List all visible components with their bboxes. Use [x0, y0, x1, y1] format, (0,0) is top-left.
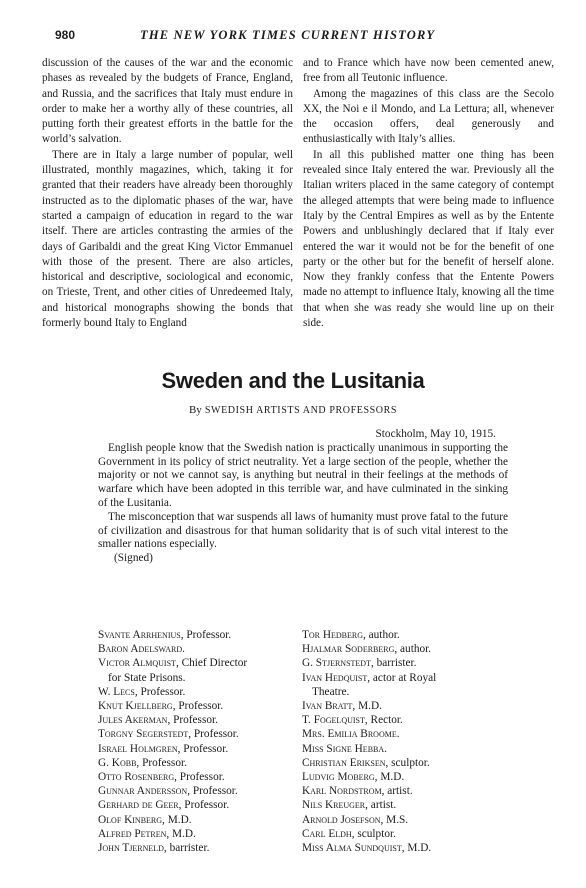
signatory-entry	[302, 841, 512, 855]
signatory-entry	[98, 742, 298, 756]
signatory-entry	[302, 642, 512, 656]
signatory-entry	[98, 656, 298, 670]
signatory-name: Carl Eldh	[302, 827, 352, 840]
signatory-name: Jules Akerman	[98, 714, 168, 727]
signatory-name: Gunnar Andersson	[98, 785, 188, 798]
signatory-name: T. Fogelquist	[302, 714, 365, 727]
signatory-entry	[98, 798, 298, 812]
signatory-entry	[302, 784, 512, 798]
signatory-name: Arnold Josefson	[302, 813, 381, 826]
signatory-name: Nils Kreuger	[302, 799, 366, 812]
signatory-name: Baron Adelsward	[98, 643, 183, 656]
signatory-title: , Professor.	[180, 629, 232, 641]
signatory-name: Mrs. Emilia Broome	[302, 728, 397, 741]
signatory-entry	[98, 756, 298, 770]
signatory-title: , sculptor.	[351, 827, 396, 840]
signatory-title: , artist.	[381, 785, 413, 798]
signatory-name: Alfred Petren	[98, 827, 167, 840]
signatory-name: Ludvig Moberg	[302, 771, 375, 784]
journal-title: THE NEW YORK TIMES CURRENT HISTORY	[140, 28, 436, 42]
paragraph: In all this published matter one thing has been revealed since Italy entered the war. Previously all the Italian writers placed in the same category of contempt the alleged attempts that were being made to influence Italy by the Central Empires as well as by the Entente Powers and unblushingly declared that if Italy ever entered the war it would not be for the benefit of one party or the other but for the benefit of herself alone. Now they frankly confess that the Entente Powers made no attempt to influence Italy, knowing all the time that when she was ready she would line up on their side.	[303, 148, 554, 330]
signatory-name: Miss Alma Sundquist	[302, 842, 402, 855]
signatory-name: Victor Almquist	[98, 657, 176, 670]
signatory-title: , Professor.	[177, 742, 229, 755]
signatory-entry	[302, 770, 512, 784]
signatory-name: G. Kobb	[98, 756, 137, 769]
signatory-entry	[302, 827, 512, 841]
signatory-title: , Professor.	[174, 771, 225, 784]
signatory-title: , M.D.	[162, 813, 192, 826]
signatory-title: .	[182, 643, 185, 656]
signatory-name: John Tjerneld	[98, 842, 164, 855]
signatory-continuation: for State Prisons.	[108, 671, 186, 684]
dateline: Stockholm, May 10, 1915.	[375, 428, 496, 440]
signatory-entry	[302, 671, 512, 685]
letter-body	[98, 428, 508, 566]
paragraph: Among the magazines of this class are the Secolo XX, the Noi e il Mondo, and La Lettura; all, whenever the occasion offers, deal generously and enthusiastically with Italy’s allies.	[303, 87, 554, 146]
signatory-name: Karl Nordstrom	[302, 785, 382, 798]
signatory-name: Christian Eriksen	[302, 756, 386, 769]
right-column	[303, 56, 554, 331]
signatory-title: , M.D.	[166, 827, 196, 840]
signatory-name: Otto Rosenberg	[98, 771, 175, 784]
signatory-title: , barrister.	[370, 657, 417, 670]
left-column	[42, 56, 293, 331]
signatory-entry	[302, 656, 512, 670]
signatory-title: , M.D.	[374, 771, 405, 784]
byline-authors: SWEDISH ARTISTS AND PROFESSORS	[204, 405, 398, 416]
signatory-entry	[98, 813, 298, 827]
signatory-title: , actor at Royal	[367, 671, 437, 684]
signatory-title: , sculptor.	[385, 756, 430, 769]
signatory-entry	[98, 628, 298, 642]
signatory-entry	[302, 727, 512, 741]
signatory-title: , Professor.	[178, 799, 230, 812]
signatory-name: Ivan Hedquist	[302, 671, 368, 684]
signatory-title: , Professor.	[188, 728, 239, 741]
signatory-title: , Professor.	[172, 700, 224, 713]
signatory-name: Hjalmar Soderberg	[302, 643, 395, 656]
signatory-title: , artist.	[365, 799, 397, 812]
signatory-title: , M.D.	[401, 842, 432, 855]
signatory-title: .	[384, 742, 387, 755]
signatory-title: , M.S.	[380, 813, 409, 826]
signatory-title: , Professor.	[134, 685, 186, 698]
signatory-name: Ivan Bratt	[302, 700, 353, 713]
signed-label: (Signed)	[114, 552, 153, 565]
signatory-entry	[98, 713, 298, 727]
signatory-title: , Professor.	[187, 785, 238, 798]
signatory-entry	[302, 813, 512, 827]
signatory-title: , Rector.	[364, 714, 403, 727]
byline	[0, 404, 586, 416]
paragraph: discussion of the causes of the war and the economic phases as revealed by the budgets of France, England, and Russia, and the sacrifices that Italy must endure in order to make her a worthy ally of these countries, all putting forth their greatest efforts in the battle for the world’s salvation.	[42, 57, 293, 146]
signatory-name: Knut Kjellberg	[98, 700, 173, 713]
signatory-title: , M.D.	[352, 700, 382, 713]
signatory-title: , barrister.	[163, 842, 210, 855]
signatory-name: Svante Arrhenius	[98, 629, 181, 641]
signatory-title: .	[396, 728, 400, 741]
signatory-title: , author.	[363, 629, 400, 641]
signatory-title: , author.	[394, 643, 432, 656]
signatories-right	[302, 628, 512, 855]
signatory-name: Tor Hedberg	[302, 629, 363, 641]
signatory-entry	[98, 827, 298, 841]
signatory-entry	[302, 713, 512, 727]
signatory-entry	[302, 742, 512, 756]
signatory-entry	[98, 685, 298, 699]
signatory-entry	[98, 841, 298, 855]
signatory-name: Olof Kinberg	[98, 813, 163, 826]
byline-by: By	[188, 404, 202, 416]
article-title: Sweden and the Lusitania	[161, 368, 425, 393]
signatory-entry	[98, 699, 298, 713]
signatory-entry	[302, 628, 512, 642]
signatory-title: , Chief Director	[175, 657, 248, 670]
signatories-left	[98, 628, 298, 855]
signatory-name: Israel Holmgren	[98, 742, 178, 755]
paragraph: and to France which have now been cemented anew, free from all Teutonic influence.	[303, 57, 554, 85]
page-number: 980	[55, 28, 76, 42]
signatory-name: G. Stjernstedt	[302, 657, 371, 670]
signatory-name: Torgny Segerstedt	[98, 728, 189, 741]
signatory-name: Miss Signe Hebba	[302, 742, 385, 755]
signatory-title: , Professor.	[136, 756, 187, 769]
signatory-title: , Professor.	[167, 714, 218, 727]
letter-paragraph: English people know that the Swedish nation is practically unanimous in supporting the Government in its policy of strict neutrality. Yet a large section of the people, whether the majority or not we cannot say, is anything but neutral in their feelings at the methods of warfare which have been adopted in this terrible war, and have culminated in the sinking of the Lusitania.	[98, 441, 508, 509]
signatory-name: Gerhard de Geer	[98, 799, 179, 812]
signatory-entry	[98, 642, 298, 656]
signatory-entry	[302, 699, 512, 713]
paragraph: There are in Italy a large number of popular, well illustrated, monthly magazines, which, taking it for granted that their readers have already been thoroughly instructed as to the diplomatic phases of the war, have started a campaign of education in regard to the war itself. There are articles contrasting the armies of the days of Garibaldi and the great King Victor Emmanuel with those of the present. There are also articles, historical and descriptive, sociological and economic, on Trieste, Trent, and other cities of Unredeemed Italy, and historical monographs showing the bonds that formerly bound Italy to England	[42, 148, 293, 330]
signatory-continuation: Theatre.	[312, 685, 350, 698]
running-head	[55, 28, 535, 46]
signatory-entry	[302, 756, 512, 770]
signatory-entry	[98, 784, 298, 798]
signatory-entry	[302, 798, 512, 812]
letter-paragraph: The misconception that war suspends all laws of humanity must prove fatal to the future of civilization and disastrous for that human solidarity that is of such vital interest to the smaller nations especially.	[98, 510, 508, 551]
signatory-entry	[98, 727, 298, 741]
signatory-entry	[98, 770, 298, 784]
signatory-name: W. Lecs	[98, 685, 135, 698]
